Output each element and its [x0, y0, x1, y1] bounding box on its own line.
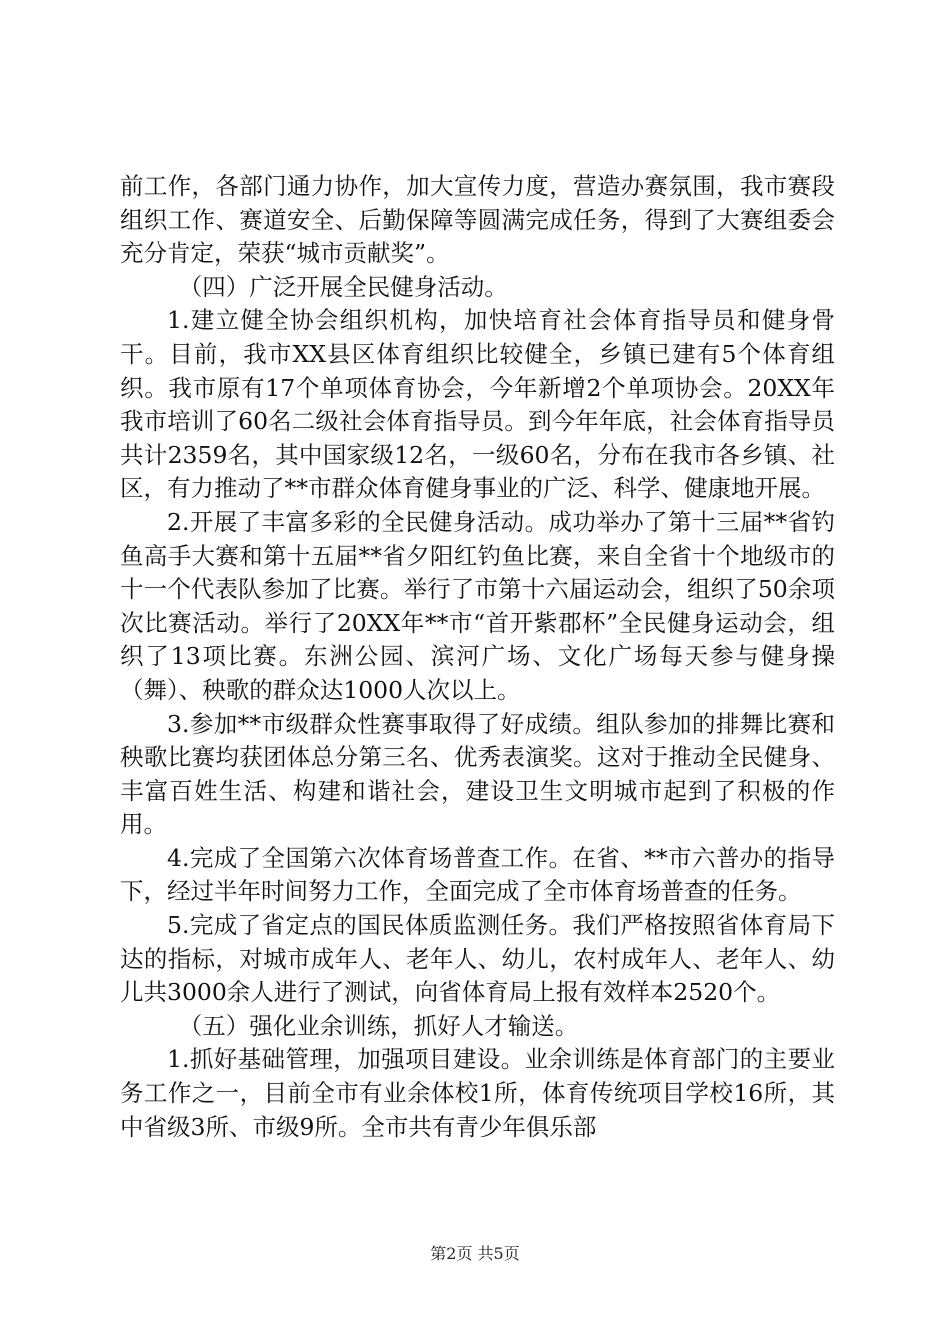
paragraph-item-1-training: 1.抓好基础管理，加强项目建设。业余训练是体育部门的主要业务工作之一，目前全市有业余体校1所，体育传统项目学校16所，其中省级3所、市级9所。全市共有青少年俱乐部	[120, 1045, 835, 1141]
paragraph-item-2: 2.开展了丰富多彩的全民健身活动。成功举办了第十三届**省钓鱼高手大赛和第十五届**省夕阳红钓鱼比赛，来自全省十个地级市的十一个代表队参加了比赛。举行了市第十六届运动会，组织了50余项次比赛活动。举行了20XX年**市“首开紫郡杯”全民健身运动会，组织了13项比赛。东洲公园、滨河广场、文化广场每天参与健身操（舞）、秧歌的群众达1000人次以上。	[120, 507, 835, 704]
document-body	[120, 170, 835, 1144]
paragraph-item-1: 1.建立健全协会组织机构，加快培育社会体育指导员和健身骨干。目前，我市XX县区体育组织比较健全，乡镇已建有5个体育组织。我市原有17个单项体育协会，今年新增2个单项协会。20XX年我市培训了60名二级社会体育指导员。到今年年底，社会体育指导员共计2359名，其中国家级12名，一级60名，分布在我市各乡镇、社区，有力推动了**市群众体育健身事业的广泛、科学、健康地开展。	[120, 306, 835, 503]
paragraph-item-5: 5.完成了省定点的国民体质监测任务。我们严格按照省体育局下达的指标，对城市成年人、老年人、幼儿，农村成年人、老年人、幼儿共3000余人进行了测试，向省体育局上报有效样本2520个。	[120, 911, 835, 1007]
page-footer: 第2页 共5页	[430, 1244, 520, 1263]
paragraph-item-4: 4.完成了全国第六次体育场普查工作。在省、**市六普办的指导下，经过半年时间努力工作，全面完成了全市体育场普查的任务。	[120, 843, 835, 906]
section-heading-5: （五）强化业余训练，抓好人才输送。	[178, 1011, 579, 1040]
paragraph-item-3: 3.参加**市级群众性赛事取得了好成绩。组队参加的排舞比赛和秧歌比赛均获团体总分第三名、优秀表演奖。这对于推动全民健身、丰富百姓生活、构建和谐社会，建设卫生文明城市起到了积极的作用。	[120, 709, 835, 839]
section-heading-4: （四）广泛开展全民健身活动。	[178, 272, 508, 301]
paragraph-continuation: 前工作，各部门通力协作，加大宣传力度，营造办赛氛围，我市赛段组织工作、赛道安全、后勤保障等圆满完成任务，得到了大赛组委会充分肯定，荣获“城市贡献奖”。	[120, 172, 835, 268]
